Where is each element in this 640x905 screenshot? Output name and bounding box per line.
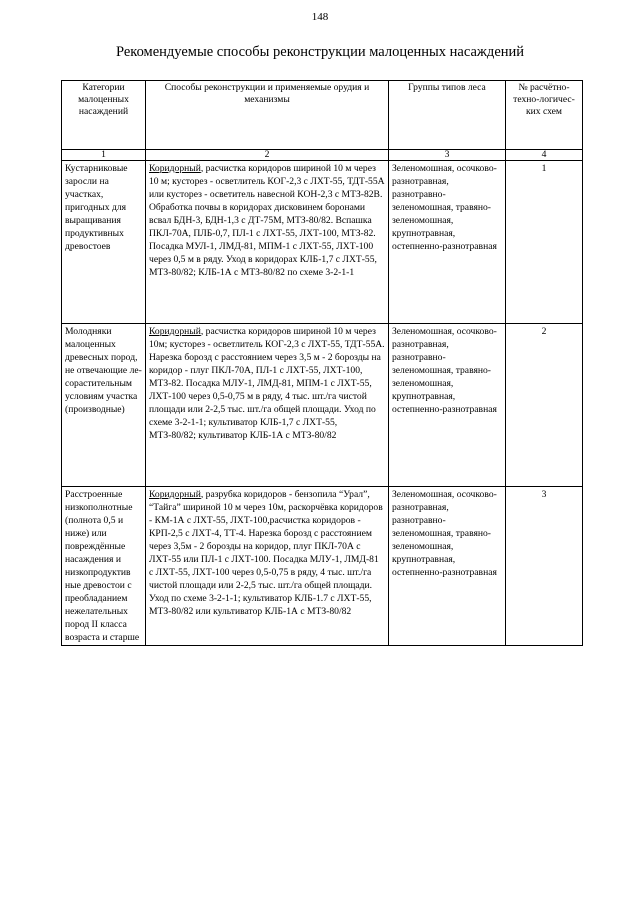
reconstruction-table bbox=[61, 80, 583, 646]
table-header-row bbox=[62, 81, 583, 150]
method-cell bbox=[146, 324, 389, 487]
column-number: 2 bbox=[146, 150, 389, 161]
header-methods: Способы реконструкции и применяемые орудия и механизмы bbox=[146, 81, 389, 150]
scheme-number-cell: 2 bbox=[506, 324, 583, 487]
method-text: , разрубка коридоров - бензопила “Урал”, “Тайга” шириной 10 м через 10м, раскорчёвка коридоров - КМ-1А с ЛХТ-55, ЛХТ-100,расчистка коридоров - КРП-2,5 с ЛХТ-4, ТТ-4. Нарезка борозд с расстоянием через 3,5м - 2 борозды на коридор, плуг ПКЛ-70А с ЛХТ-55 или ПЛ-1 с ЛХТ-100. Посадка МЛУ-1, ЛМД-81 с ЛХТ-55, ЛХТ-100 через 0,5-0,75 в ряду, 4 тыс. шт./га чистой площади или 2-2,5 тыс. шт./га общей площади. Уход по схеме 3-2-1-1; культиватор КЛБ-1.7 с ЛХТ-55, МТЗ-80/82 или культиватор КЛБ-1А с МТЗ-80/82 bbox=[149, 489, 383, 617]
column-number: 1 bbox=[62, 150, 146, 161]
page-title: Рекомендуемые способы реконструкции малоценных насаждений bbox=[115, 44, 525, 60]
scheme-number-cell: 3 bbox=[506, 487, 583, 646]
header-category: Категории малоценных насаждений bbox=[62, 81, 146, 150]
method-text: , расчистка коридоров шириной 10 м через 10 м; кусторез - осветлитель КОГ-2,3 с ЛХТ-55, ТДТ-55А или кусторез - осветитель навесной КОН-2,3 с МТЗ-82В. Обработка почвы в коридорах дисковинем боронами всвал БДН-3, БДН-1,3 с ДТ-75М, МТЗ-80/82. Вспашка ПКЛ-70А, ПЛБ-0,7, ПЛ-1 с ЛХТ-55, ЛХТ-100, МТЗ-82. Посадка МУЛ-1, ЛМД-81, МПМ-1 с ЛХТ-55, ЛХТ-100 через 0,5 м в ряду. Уход в коридорах КЛБ-1,7 с ЛХТ-55, МТЗ-80/82; КЛБ-1А с МТЗ-80/82 по схеме 3-2-1-1 bbox=[149, 163, 385, 278]
table-row bbox=[62, 161, 583, 324]
forest-types-cell: Зеленомошная, осочково-разнотравная, разнотравно-зеленомошная, травяно-зеленомошная, крупнотравная, остепненно-разнотравная bbox=[389, 161, 506, 324]
table-row bbox=[62, 487, 583, 646]
method-lead: Коридорный bbox=[149, 489, 201, 500]
column-number: 3 bbox=[389, 150, 506, 161]
header-forest-types: Группы типов леса bbox=[389, 81, 506, 150]
forest-types-cell: Зеленомошная, осочково-разнотравная, разнотравно-зеленомошная, травяно-зеленомошная, крупнотравная, остепненно-разнотравная bbox=[389, 324, 506, 487]
column-number: 4 bbox=[506, 150, 583, 161]
method-text: , расчистка коридоров шириной 10 м через 10м; кусторез - осветлитель КОГ-2,3 с ЛХТ-55, ТДТ-55А. Нарезка борозд с расстоянием через 3,5 м - 2 борозды на коридор - плуг ПКЛ-70А, ПЛ-1 с ЛХТ-55, ЛХТ-100, МТЗ-82. Посадка МЛУ-1, ЛМД-81, МПМ-1 с ЛХТ-55, ЛХТ-100 через 0,5-0,75 м в ряду, 4 тыс. шт./га чистой площади или 2-2,5 тыс. шт./га общей площади. Уход по схеме 3-2-1-1; культиватор КЛБ-1,7 с ЛХТ-55, МТЗ-80/82; культиватор КЛБ-1А с МТЗ-80/82 bbox=[149, 326, 385, 441]
table-row bbox=[62, 324, 583, 487]
category-cell: Кустарниковые заросли на участках, пригодных для выращивания продуктивных древостоев bbox=[62, 161, 146, 324]
category-cell: Молодняки малоценных древесных пород, не отвечающие ле-сорастительным условиям участка (производные) bbox=[62, 324, 146, 487]
method-cell bbox=[146, 487, 389, 646]
method-cell bbox=[146, 161, 389, 324]
column-number-row bbox=[62, 150, 583, 161]
forest-types-cell: Зеленомошная, осочково-разнотравная, разнотравно-зеленомошная, травяно-зеленомошная, крупнотравная, остепненно-разнотравная bbox=[389, 487, 506, 646]
scheme-number-cell: 1 bbox=[506, 161, 583, 324]
category-cell: Расстроенные низкополнотные (полнота 0,5 и ниже) или повреждённые насаждения и низкопродуктив ные древостои с преобладанием нежелательных пород II класса возраста и старше bbox=[62, 487, 146, 646]
page-number: 148 bbox=[311, 11, 329, 23]
method-lead: Коридорный bbox=[149, 326, 201, 337]
method-lead: Коридорный bbox=[149, 163, 201, 174]
header-scheme-number: № расчётно-техно-логичес-ких схем bbox=[506, 81, 583, 150]
